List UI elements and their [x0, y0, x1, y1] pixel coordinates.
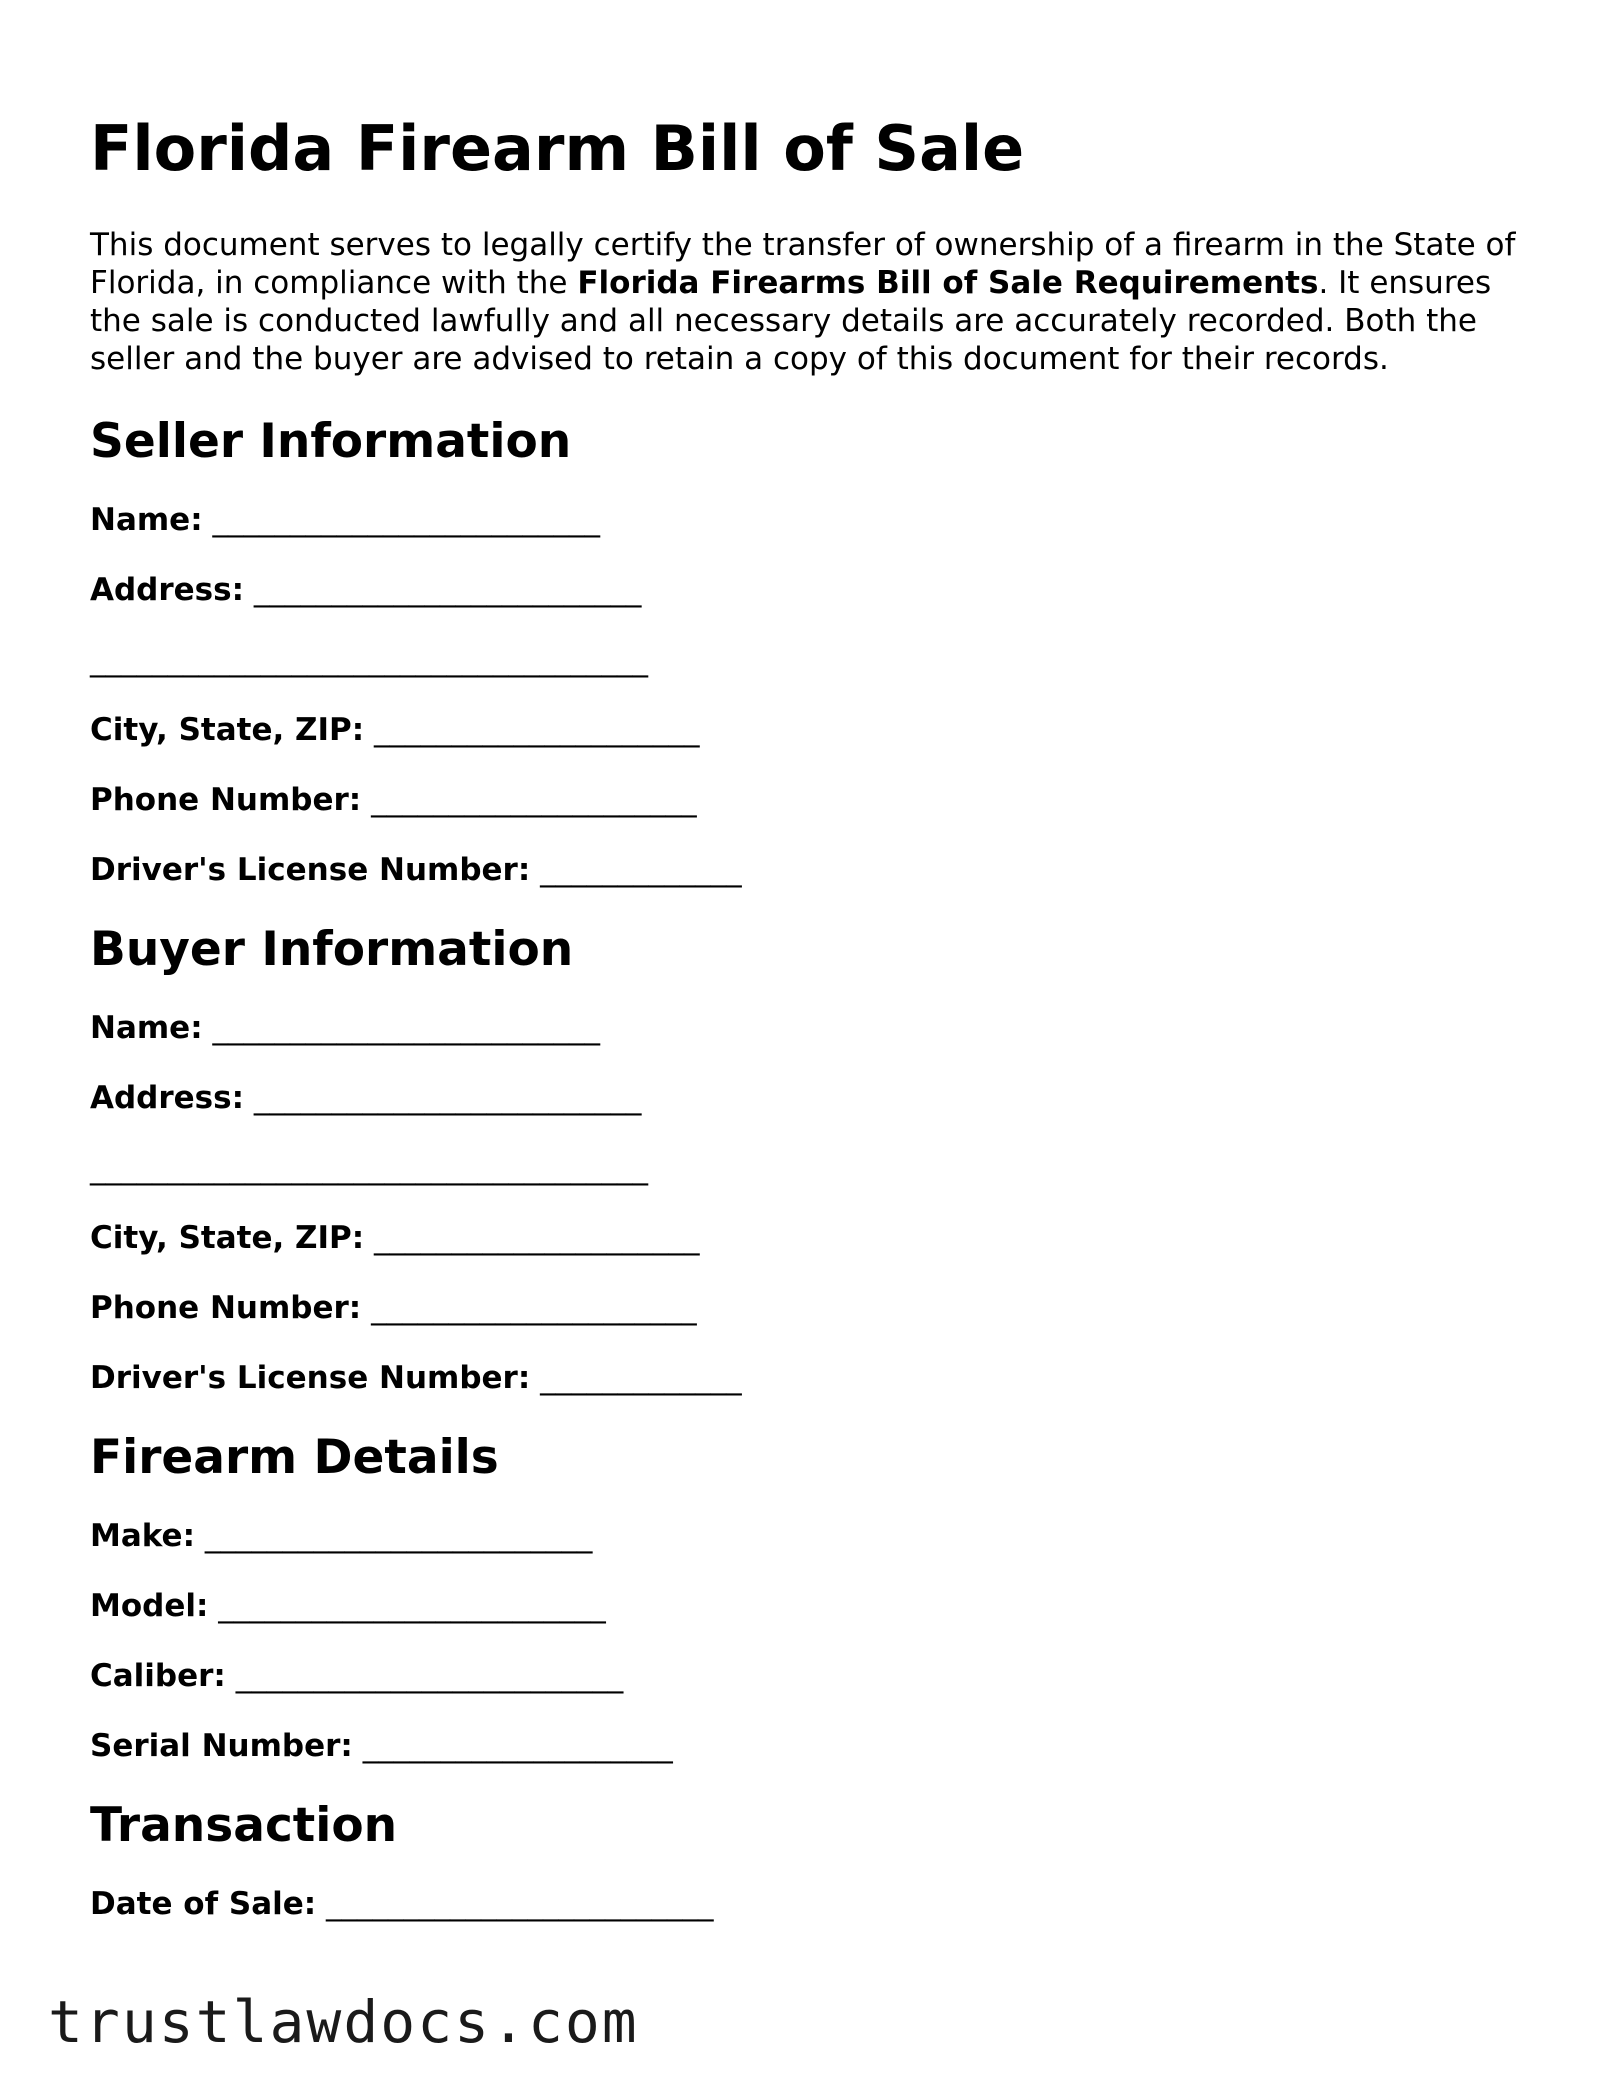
firearm-serial-blank[interactable]: ____________________ [362, 1728, 673, 1764]
watermark: trustlawdocs.com [48, 1988, 639, 2056]
firearm-model-field[interactable] [90, 1586, 1530, 1626]
buyer-name-label: Name: [90, 1010, 203, 1046]
buyer-name-blank[interactable]: _________________________ [212, 1010, 600, 1046]
buyer-address-blank[interactable]: _________________________ [253, 1080, 642, 1116]
sale-date-field[interactable] [90, 1884, 1530, 1924]
transaction-section [90, 1796, 1530, 1924]
buyer-address-line2-blank[interactable]: ____________________________________ [90, 1150, 648, 1186]
seller-name-field[interactable] [90, 500, 1530, 540]
intro-text-1: This document serves to legally certify the transfer of ownership of a firearm in the State of Florida, in compliance with the [90, 227, 1516, 301]
transaction-heading: Transaction [90, 1798, 398, 1853]
buyer-heading: Buyer Information [90, 922, 574, 977]
firearm-serial-field[interactable] [90, 1726, 1530, 1766]
seller-address-line2-field[interactable] [90, 640, 1530, 680]
seller-address-line2-blank[interactable]: ____________________________________ [90, 642, 648, 678]
document-title: Florida Firearm Bill of Sale [90, 112, 1025, 185]
seller-city-field[interactable] [90, 710, 1530, 750]
firearm-model-blank[interactable]: _________________________ [218, 1588, 606, 1624]
firearm-caliber-field[interactable] [90, 1656, 1530, 1696]
firearm-make-label: Make: [90, 1518, 195, 1554]
seller-license-field[interactable] [90, 850, 1530, 890]
seller-address-label: Address: [90, 572, 244, 608]
seller-name-label: Name: [90, 502, 203, 538]
buyer-address-label: Address: [90, 1080, 244, 1116]
seller-phone-label: Phone Number: [90, 782, 362, 818]
buyer-license-field[interactable] [90, 1358, 1530, 1398]
sale-date-label: Date of Sale: [90, 1886, 317, 1922]
seller-name-blank[interactable]: _________________________ [212, 502, 600, 538]
firearm-model-label: Model: [90, 1588, 209, 1624]
seller-city-blank[interactable]: _____________________ [374, 712, 700, 748]
firearm-heading: Firearm Details [90, 1430, 499, 1485]
buyer-city-field[interactable] [90, 1218, 1530, 1258]
buyer-license-label: Driver's License Number: [90, 1360, 531, 1396]
firearm-make-field[interactable] [90, 1516, 1530, 1556]
buyer-address-field[interactable] [90, 1078, 1530, 1118]
seller-address-blank[interactable]: _________________________ [253, 572, 642, 608]
seller-license-label: Driver's License Number: [90, 852, 531, 888]
buyer-phone-blank[interactable]: _____________________ [371, 1290, 697, 1326]
intro-bold-text: Florida Firearms Bill of Sale Requirements [577, 265, 1319, 301]
seller-phone-field[interactable] [90, 780, 1530, 820]
seller-city-label: City, State, ZIP: [90, 712, 365, 748]
sale-date-blank[interactable]: _________________________ [326, 1886, 714, 1922]
buyer-name-field[interactable] [90, 1008, 1530, 1048]
firearm-section [90, 1428, 1530, 1766]
seller-license-blank[interactable]: _____________ [540, 852, 742, 888]
buyer-license-blank[interactable]: _____________ [540, 1360, 742, 1396]
seller-phone-blank[interactable]: _____________________ [371, 782, 697, 818]
document-page [90, 110, 1530, 1954]
intro-paragraph [90, 226, 1530, 378]
firearm-caliber-label: Caliber: [90, 1658, 226, 1694]
intro-text-2: . It ensures the sale is conducted lawfully and all necessary details are accurately recorded. Both the seller and the buyer are advised to retain a copy of this document for their records. [90, 265, 1492, 377]
seller-heading: Seller Information [90, 414, 572, 469]
firearm-serial-label: Serial Number: [90, 1728, 353, 1764]
buyer-city-label: City, State, ZIP: [90, 1220, 365, 1256]
buyer-phone-field[interactable] [90, 1288, 1530, 1328]
buyer-phone-label: Phone Number: [90, 1290, 362, 1326]
buyer-section [90, 920, 1530, 1398]
buyer-address-line2-field[interactable] [90, 1148, 1530, 1188]
firearm-make-blank[interactable]: _________________________ [204, 1518, 593, 1554]
firearm-caliber-blank[interactable]: _________________________ [235, 1658, 624, 1694]
seller-address-field[interactable] [90, 570, 1530, 610]
buyer-city-blank[interactable]: _____________________ [374, 1220, 700, 1256]
seller-section [90, 412, 1530, 890]
